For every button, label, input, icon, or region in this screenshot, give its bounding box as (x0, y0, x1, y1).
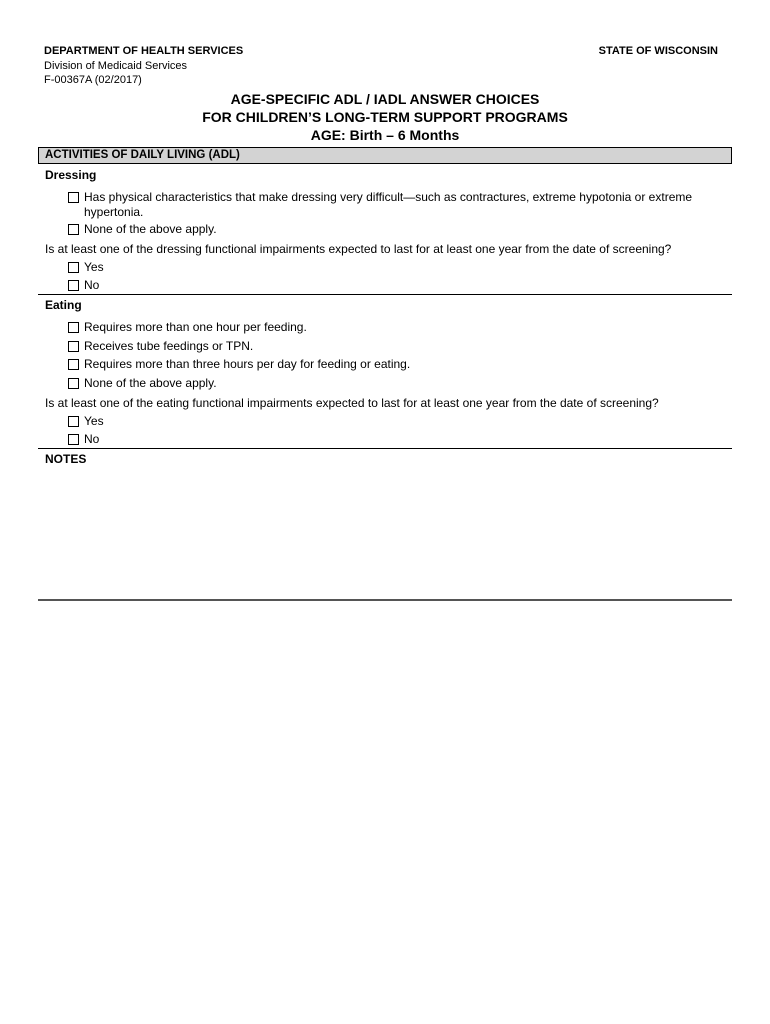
eating-three-hours-checkbox[interactable] (68, 359, 79, 370)
eating-three-hours-label: Requires more than three hours per day for feeding or eating. (84, 357, 411, 371)
eating-yes-checkbox[interactable] (68, 416, 79, 427)
eating-answer-no (68, 432, 728, 447)
eating-option-tube (68, 339, 728, 354)
eating-hour-checkbox[interactable] (68, 322, 79, 333)
state-name: STATE OF WISCONSIN (598, 45, 718, 57)
dressing-physical-label: Has physical characteristics that make dressing very difficult—such as contractures, extreme hypotonia or extreme hypertonia. (84, 190, 693, 219)
eating-divider (38, 448, 732, 449)
dressing-answer-no (68, 278, 728, 293)
dressing-answer-yes (68, 260, 728, 275)
form-title (38, 90, 732, 144)
eating-heading: Eating (45, 298, 82, 312)
dressing-option-none (68, 222, 728, 237)
eating-option-hour (68, 320, 728, 335)
notes-heading: NOTES (45, 452, 87, 466)
form-number: F-00367A (02/2017) (44, 74, 142, 86)
dressing-physical-checkbox[interactable] (68, 192, 79, 203)
dressing-none-checkbox[interactable] (68, 224, 79, 235)
dressing-yes-label: Yes (84, 260, 104, 274)
division-name: Division of Medicaid Services (44, 59, 188, 72)
department-name: DEPARTMENT OF HEALTH SERVICES (44, 45, 244, 57)
eating-no-checkbox[interactable] (68, 434, 79, 445)
eating-none-label: None of the above apply. (84, 376, 217, 390)
dressing-divider (38, 294, 732, 295)
dressing-duration-question: Is at least one of the dressing functional impairments expected to last for at least one year from the date of screening? (45, 242, 672, 256)
title-line-2: FOR CHILDREN’S LONG-TERM SUPPORT PROGRAMS (202, 109, 568, 125)
dressing-none-label: None of the above apply. (84, 222, 217, 236)
dressing-yes-checkbox[interactable] (68, 262, 79, 273)
eating-no-label: No (84, 432, 100, 446)
eating-yes-label: Yes (84, 414, 104, 428)
header-agency-block (44, 44, 243, 88)
eating-tube-checkbox[interactable] (68, 341, 79, 352)
eating-option-none (68, 376, 728, 391)
eating-hour-label: Requires more than one hour per feeding. (84, 320, 307, 334)
title-line-3: AGE: Birth – 6 Months (310, 127, 460, 143)
eating-duration-question: Is at least one of the eating functional impairments expected to last for at least one year from the date of screening? (45, 396, 659, 410)
notes-bottom-rule (38, 599, 732, 601)
eating-tube-label: Receives tube feedings or TPN. (84, 339, 254, 353)
dressing-option-physical (68, 190, 728, 220)
eating-none-checkbox[interactable] (68, 378, 79, 389)
adl-section-header: ACTIVITIES OF DAILY LIVING (ADL) (38, 147, 732, 164)
dressing-heading: Dressing (45, 168, 97, 182)
dressing-no-checkbox[interactable] (68, 280, 79, 291)
eating-answer-yes (68, 414, 728, 429)
dressing-no-label: No (84, 278, 100, 292)
title-line-1: AGE-SPECIFIC ADL / IADL ANSWER CHOICES (230, 91, 540, 107)
eating-option-three-hours (68, 357, 728, 372)
